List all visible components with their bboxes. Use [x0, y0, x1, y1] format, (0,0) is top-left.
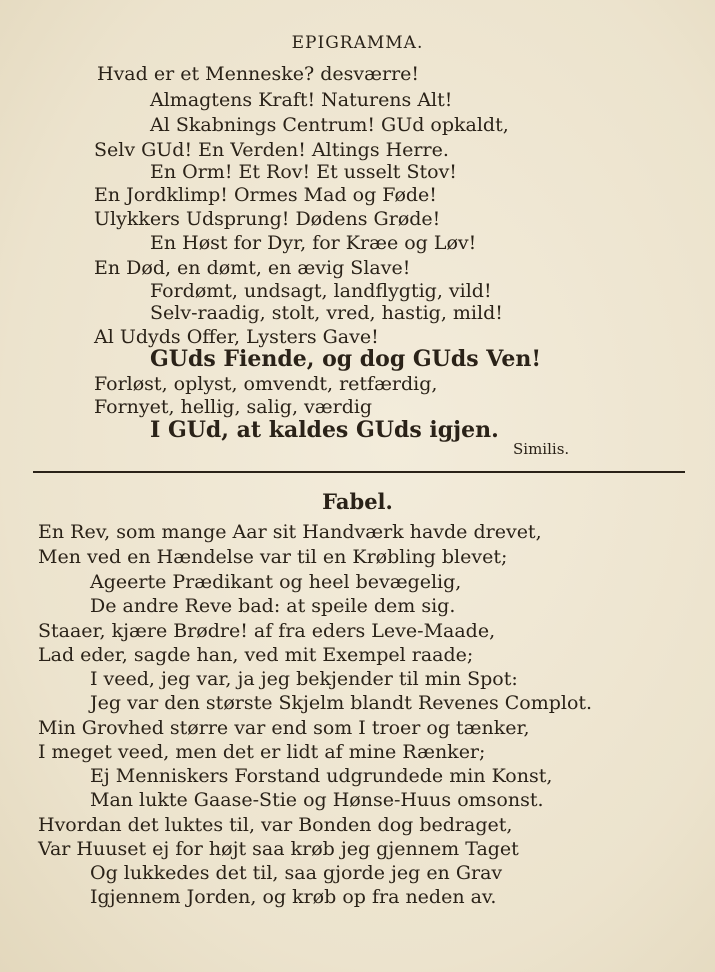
epigram-line: En Jordklimp! Ormes Mad og Føde!: [94, 184, 437, 206]
epigram-line: I GUd, at kaldes GUds igjen.: [150, 417, 499, 443]
epigram-line: En Høst for Dyr, for Kræe og Løv!: [150, 232, 477, 254]
fable-line: Lad eder, sagde han, ved mit Exempel raade;: [38, 644, 474, 666]
fable-line: Var Huuset ej for højt saa krøb jeg gjennem Taget: [38, 838, 519, 860]
fable-line: Ageerte Prædikant og heel bevægelig,: [90, 571, 462, 593]
epigram-line: GUds Fiende, og dog GUds Ven!: [150, 346, 541, 372]
fable-line: Men ved en Hændelse var til en Krøbling blevet;: [38, 546, 508, 568]
epigram-line: Selv-raadig, stolt, vred, hastig, mild!: [150, 302, 503, 324]
epigram-line: Al Udyds Offer, Lysters Gave!: [94, 326, 379, 348]
fable-line: I meget veed, men det er lidt af mine Rænker;: [38, 741, 486, 763]
fable-line: Min Grovhed større var end som I troer og tænker,: [38, 717, 530, 739]
epigram-title: EPIGRAMMA.: [291, 33, 424, 53]
fable-title: Fabel.: [322, 489, 393, 514]
fable-line: Man lukte Gaase-Stie og Hønse-Huus omsonst.: [90, 789, 544, 811]
epigram-line: Ulykkers Udsprung! Dødens Grøde!: [94, 208, 441, 230]
epigram-line: Fornyet, hellig, salig, værdig: [94, 396, 373, 418]
epigram-line: Almagtens Kraft! Naturens Alt!: [150, 89, 453, 111]
epigram-line: Fordømt, undsagt, landflygtig, vild!: [150, 280, 492, 302]
fable-line: Staaer, kjære Brødre! af fra eders Leve-Maade,: [38, 620, 496, 642]
fable-line: Og lukkedes det til, saa gjorde jeg en Grav: [90, 862, 503, 884]
epigram-signature: Similis.: [513, 440, 570, 458]
fable-line: Igjennem Jorden, og krøb op fra neden av.: [90, 886, 497, 908]
epigram-line: Hvad er et Menneske? desværre!: [97, 63, 420, 85]
epigram-line: Al Skabnings Centrum! GUd opkaldt,: [150, 114, 509, 136]
epigram-line: En Orm! Et Rov! Et usselt Stov!: [150, 161, 457, 183]
fable-line: De andre Reve bad: at speile dem sig.: [90, 595, 456, 617]
fable-line: I veed, jeg var, ja jeg bekjender til min Spot:: [90, 668, 518, 690]
epigram-line: Forløst, oplyst, omvendt, retfærdig,: [94, 373, 438, 395]
section-divider: [33, 471, 685, 473]
fable-line: Ej Menniskers Forstand udgrundede min Konst,: [90, 765, 553, 787]
epigram-line: Selv GUd! En Verden! Altings Herre.: [94, 139, 449, 161]
fable-line: En Rev, som mange Aar sit Handværk havde drevet,: [38, 521, 542, 543]
fable-line: Jeg var den største Skjelm blandt Revenes Complot.: [90, 692, 593, 714]
fable-line: Hvordan det luktes til, var Bonden dog bedraget,: [38, 814, 513, 836]
epigram-line: En Død, en dømt, en ævig Slave!: [94, 257, 411, 279]
